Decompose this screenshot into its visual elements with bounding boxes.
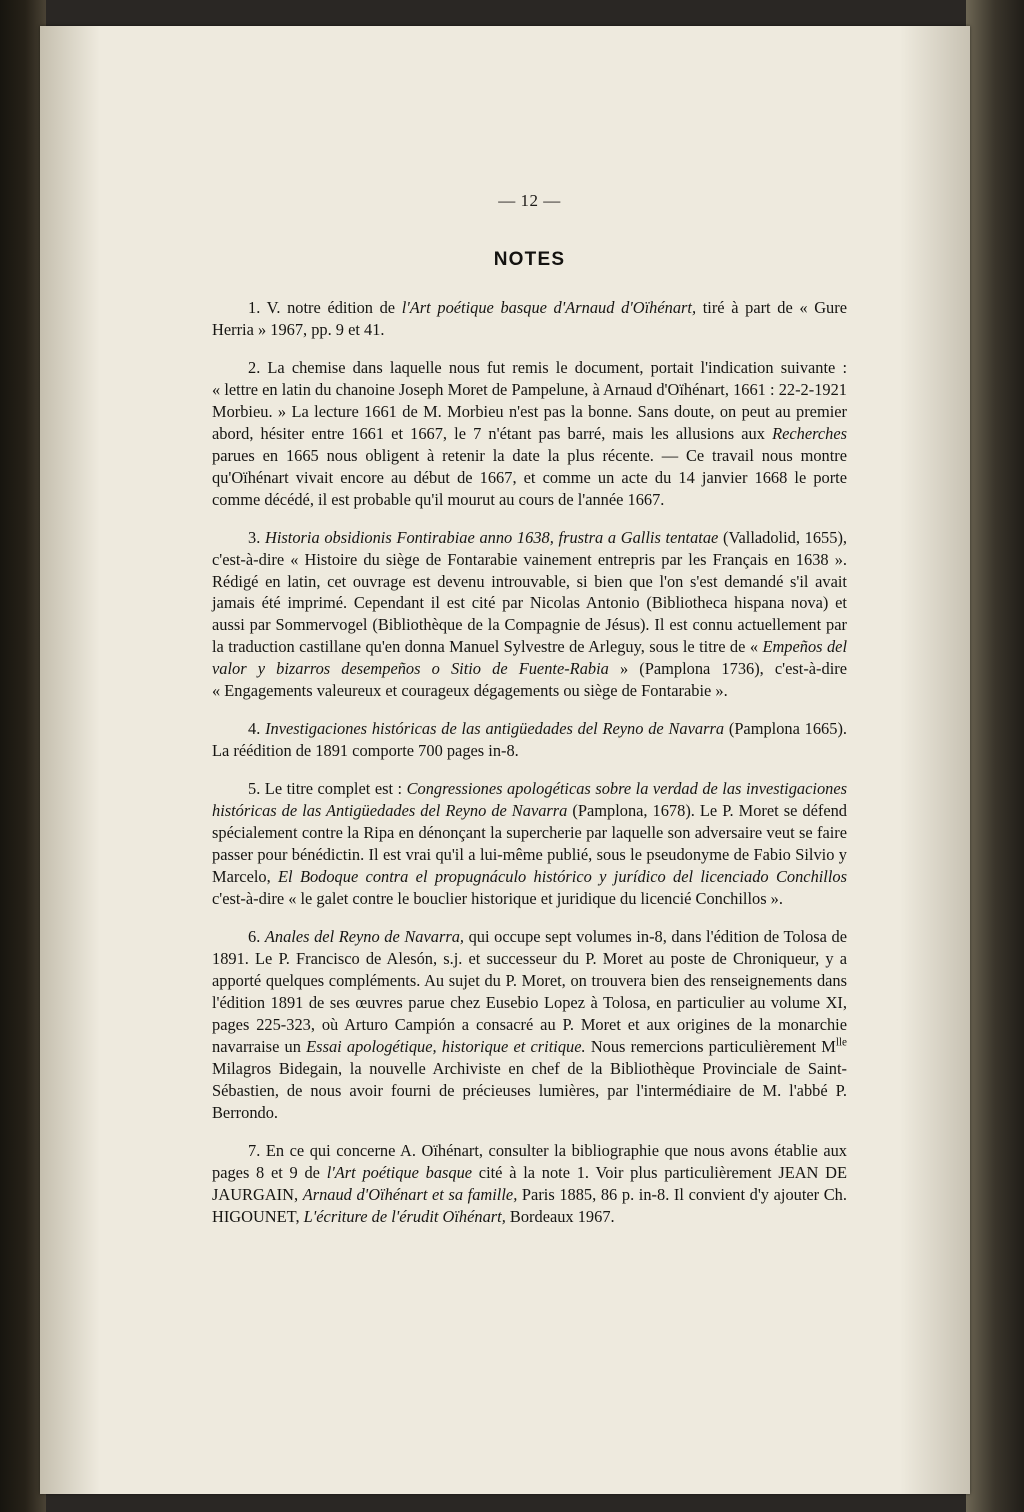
note-text: 7. En ce qui concerne A. Oïhénart, consulter la bibliographie que nous avons établie aux pages 8 et 9 de l'Art poétique basque cité à la note 1. Voir plus particulièrement JEAN DE JAURGAIN, Arnaud d'Oïhénart et sa famille, Paris 1885, 86 p. in-8. Il convient d'y ajouter Ch. HIGOUNET, L'écriture de l'érudit Oïhénart, Bordeaux 1967. [212,1141,847,1226]
note-text: 4. Investigaciones históricas de las antigüedades del Reyno de Navarra (Pamplona 1665). La réédition de 1891 comporte 700 pages in-8. [212,719,847,761]
page-gutter-right [966,0,1024,1512]
note-item [212,357,847,510]
note-text: 5. Le titre complet est : Congressiones apologéticas sobre la verdad de las investigaciones históricas de las Antigüedades del Reyno de Navarra (Pamplona, 1678). Le P. Moret se défend spécialement contre la Ripa en dénonçant la supercherie par laquelle son adversaire veut se faire passer pour bénédictin. Il est vrai qu'il a lui-même publié, sous le pseudonyme de Fabio Silvio y Marcelo, El Bodoque contra el propugnáculo histórico y jurídico del licenciado Conchillos c'est-à-dire « le galet contre le bouclier historique et juridique du licencié Conchillos ». [212,779,847,908]
note-item [212,527,847,702]
note-item [212,718,847,762]
note-item [212,297,847,341]
page-content [212,26,847,1228]
page-paper [40,26,970,1494]
note-text: 6. Anales del Reyno de Navarra, qui occupe sept volumes in-8, dans l'édition de Tolosa de 1891. Le P. Francisco de Alesón, s.j. et successeur du P. Moret au poste de Chroniqueur, y a apporté quelques compléments. Au sujet du P. Moret, on trouvera bien des renseignements dans l'édition 1891 de ses œuvres parue chez Eusebio Lopez à Tolosa, en particulier au volume XI, pages 225-323, où Arturo Campión a consacré au P. Moret et aux origines de la monarchie navarraise un Essai apologétique, historique et critique. Nous remercions particulièrement $M^{lle}$ Milagros Bidegain, la nouvelle Archiviste en chef de la Bibliothèque Provinciale de Saint-Sébastien, de nous avoir fourni de précieuses lumières, par l'intermédiaire de M. l'abbé P. Berrondo. [212,927,847,1122]
note-item [212,1140,847,1228]
note-item [212,926,847,1123]
page-number: — 12 — [498,191,561,210]
note-item [212,778,847,909]
note-text: 1. V. notre édition de l'Art poétique basque d'Arnaud d'Oïhénart, tiré à part de « Gure Herria » 1967, pp. 9 et 41. [212,298,847,339]
page-title: NOTES [493,249,566,270]
note-text: 2. La chemise dans laquelle nous fut remis le document, portait l'indication suivante : « lettre en latin du chanoine Joseph Moret de Pampelune, à Arnaud d'Oïhénart, 1661 : 22-2-1921 Morbieu. » La lecture 1661 de M. Morbieu n'est pas la bonne. Sans doute, on peut au premier abord, hésiter entre 1661 et 1667, le 7 n'étant pas barré, mais les allusions aux Recherches parues en 1665 nous obligent à retenir la date la plus récente. — Ce travail nous montre qu'Oïhénart vivait encore au début de 1667, et comme un acte du 14 janvier 1668 le porte comme décédé, il est probable qu'il mourut au cours de l'année 1667. [212,358,847,509]
note-text: 3. Historia obsidionis Fontirabiae anno 1638, frustra a Gallis tentatae (Valladolid, 1655), c'est-à-dire « Histoire du siège de Fontarabie vainement entrepris par les Français en 1638 ». Rédigé en latin, cet ouvrage est devenu introuvable, si bien que l'on s'est demandé s'il avait jamais été imprimé. Cependant il est cité par Nicolas Antonio (Bibliotheca hispana nova) et aussi par Sommervogel (Bibliothèque de la Compagnie de Jésus). Il est connu actuellement par la traduction castillane qu'en donna Manuel Sylvestre de Arleguy, sous le titre de « Empeños del valor y bizarros desempeños o Sitio de Fuente-Rabia » (Pamplona 1736), c'est-à-dire « Engagements valeureux et courageux dégagements ou siège de Fontarabie ». [212,527,848,701]
notes-list [212,297,847,1228]
